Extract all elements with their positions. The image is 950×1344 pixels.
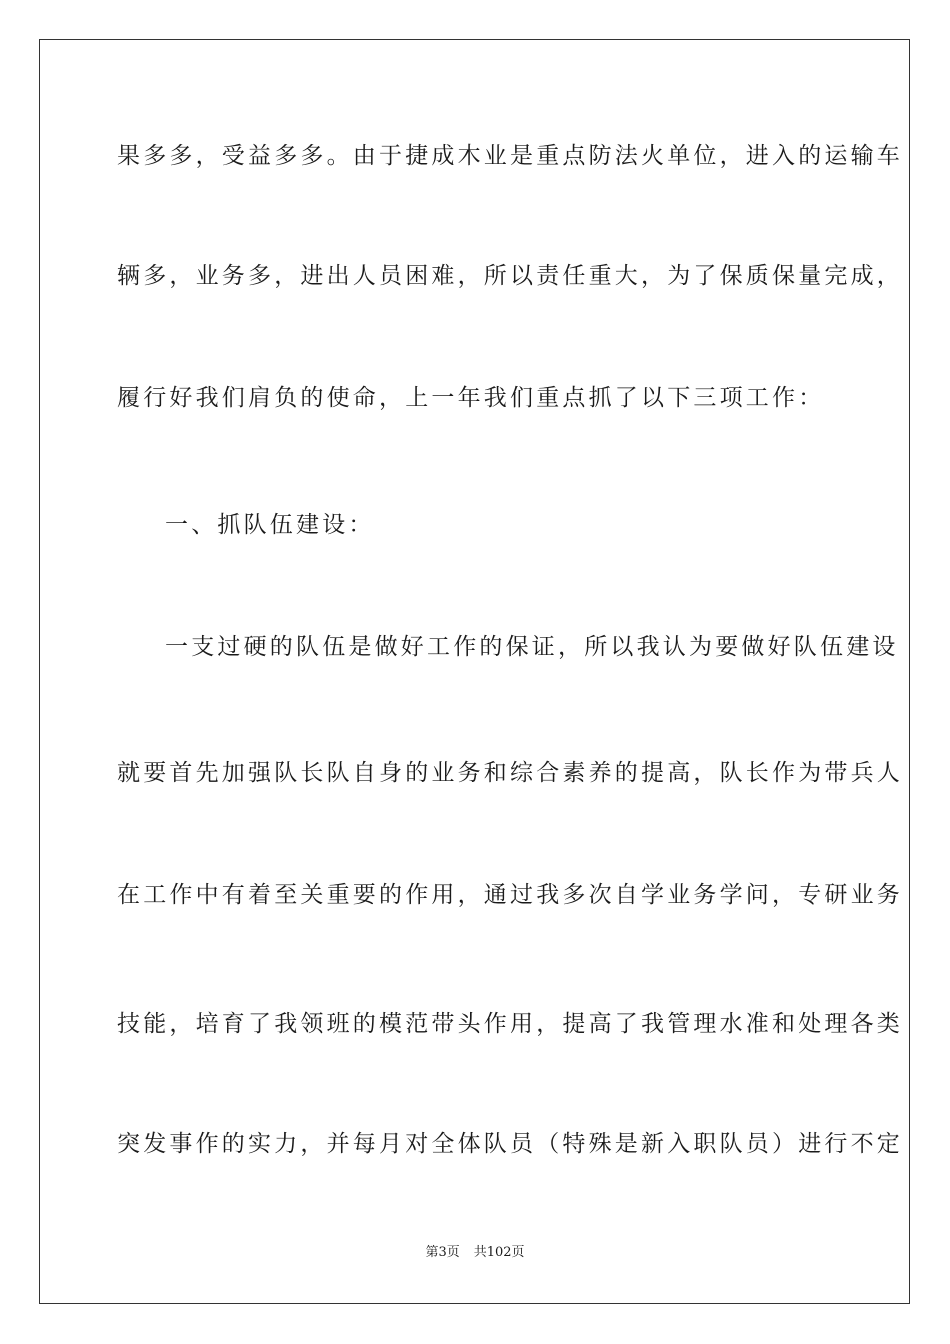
- paragraph-line: 技能，培育了我领班的模范带头作用，提高了我管理水准和处理各类: [117, 1011, 903, 1037]
- paragraph-line: 果多多，受益多多。由于捷成木业是重点防法火单位，进入的运输车: [117, 143, 903, 169]
- paragraph-line: 履行好我们肩负的使命，上一年我们重点抓了以下三项工作：: [117, 385, 825, 411]
- paragraph-line: 辆多，业务多，进出人员困难，所以责任重大，为了保质保量完成，: [117, 263, 903, 289]
- paragraph-line: 就要首先加强队长队自身的业务和综合素养的提高，队长作为带兵人: [117, 760, 903, 786]
- paragraph-line: 在工作中有着至关重要的作用，通过我多次自学业务学问，专研业务: [117, 882, 903, 908]
- paragraph-line: 突发事作的实力，并每月对全体队员（特殊是新入职队员）进行不定: [117, 1131, 903, 1157]
- page-number: 第3页: [425, 1245, 460, 1260]
- page-footer: [0, 1244, 950, 1262]
- page-border: [39, 39, 910, 1304]
- section-heading: 一、抓队伍建设：: [165, 512, 375, 538]
- paragraph-line: 一支过硬的队伍是做好工作的保证，所以我认为要做好队伍建设: [165, 634, 899, 660]
- page-total: 共102页: [473, 1245, 525, 1260]
